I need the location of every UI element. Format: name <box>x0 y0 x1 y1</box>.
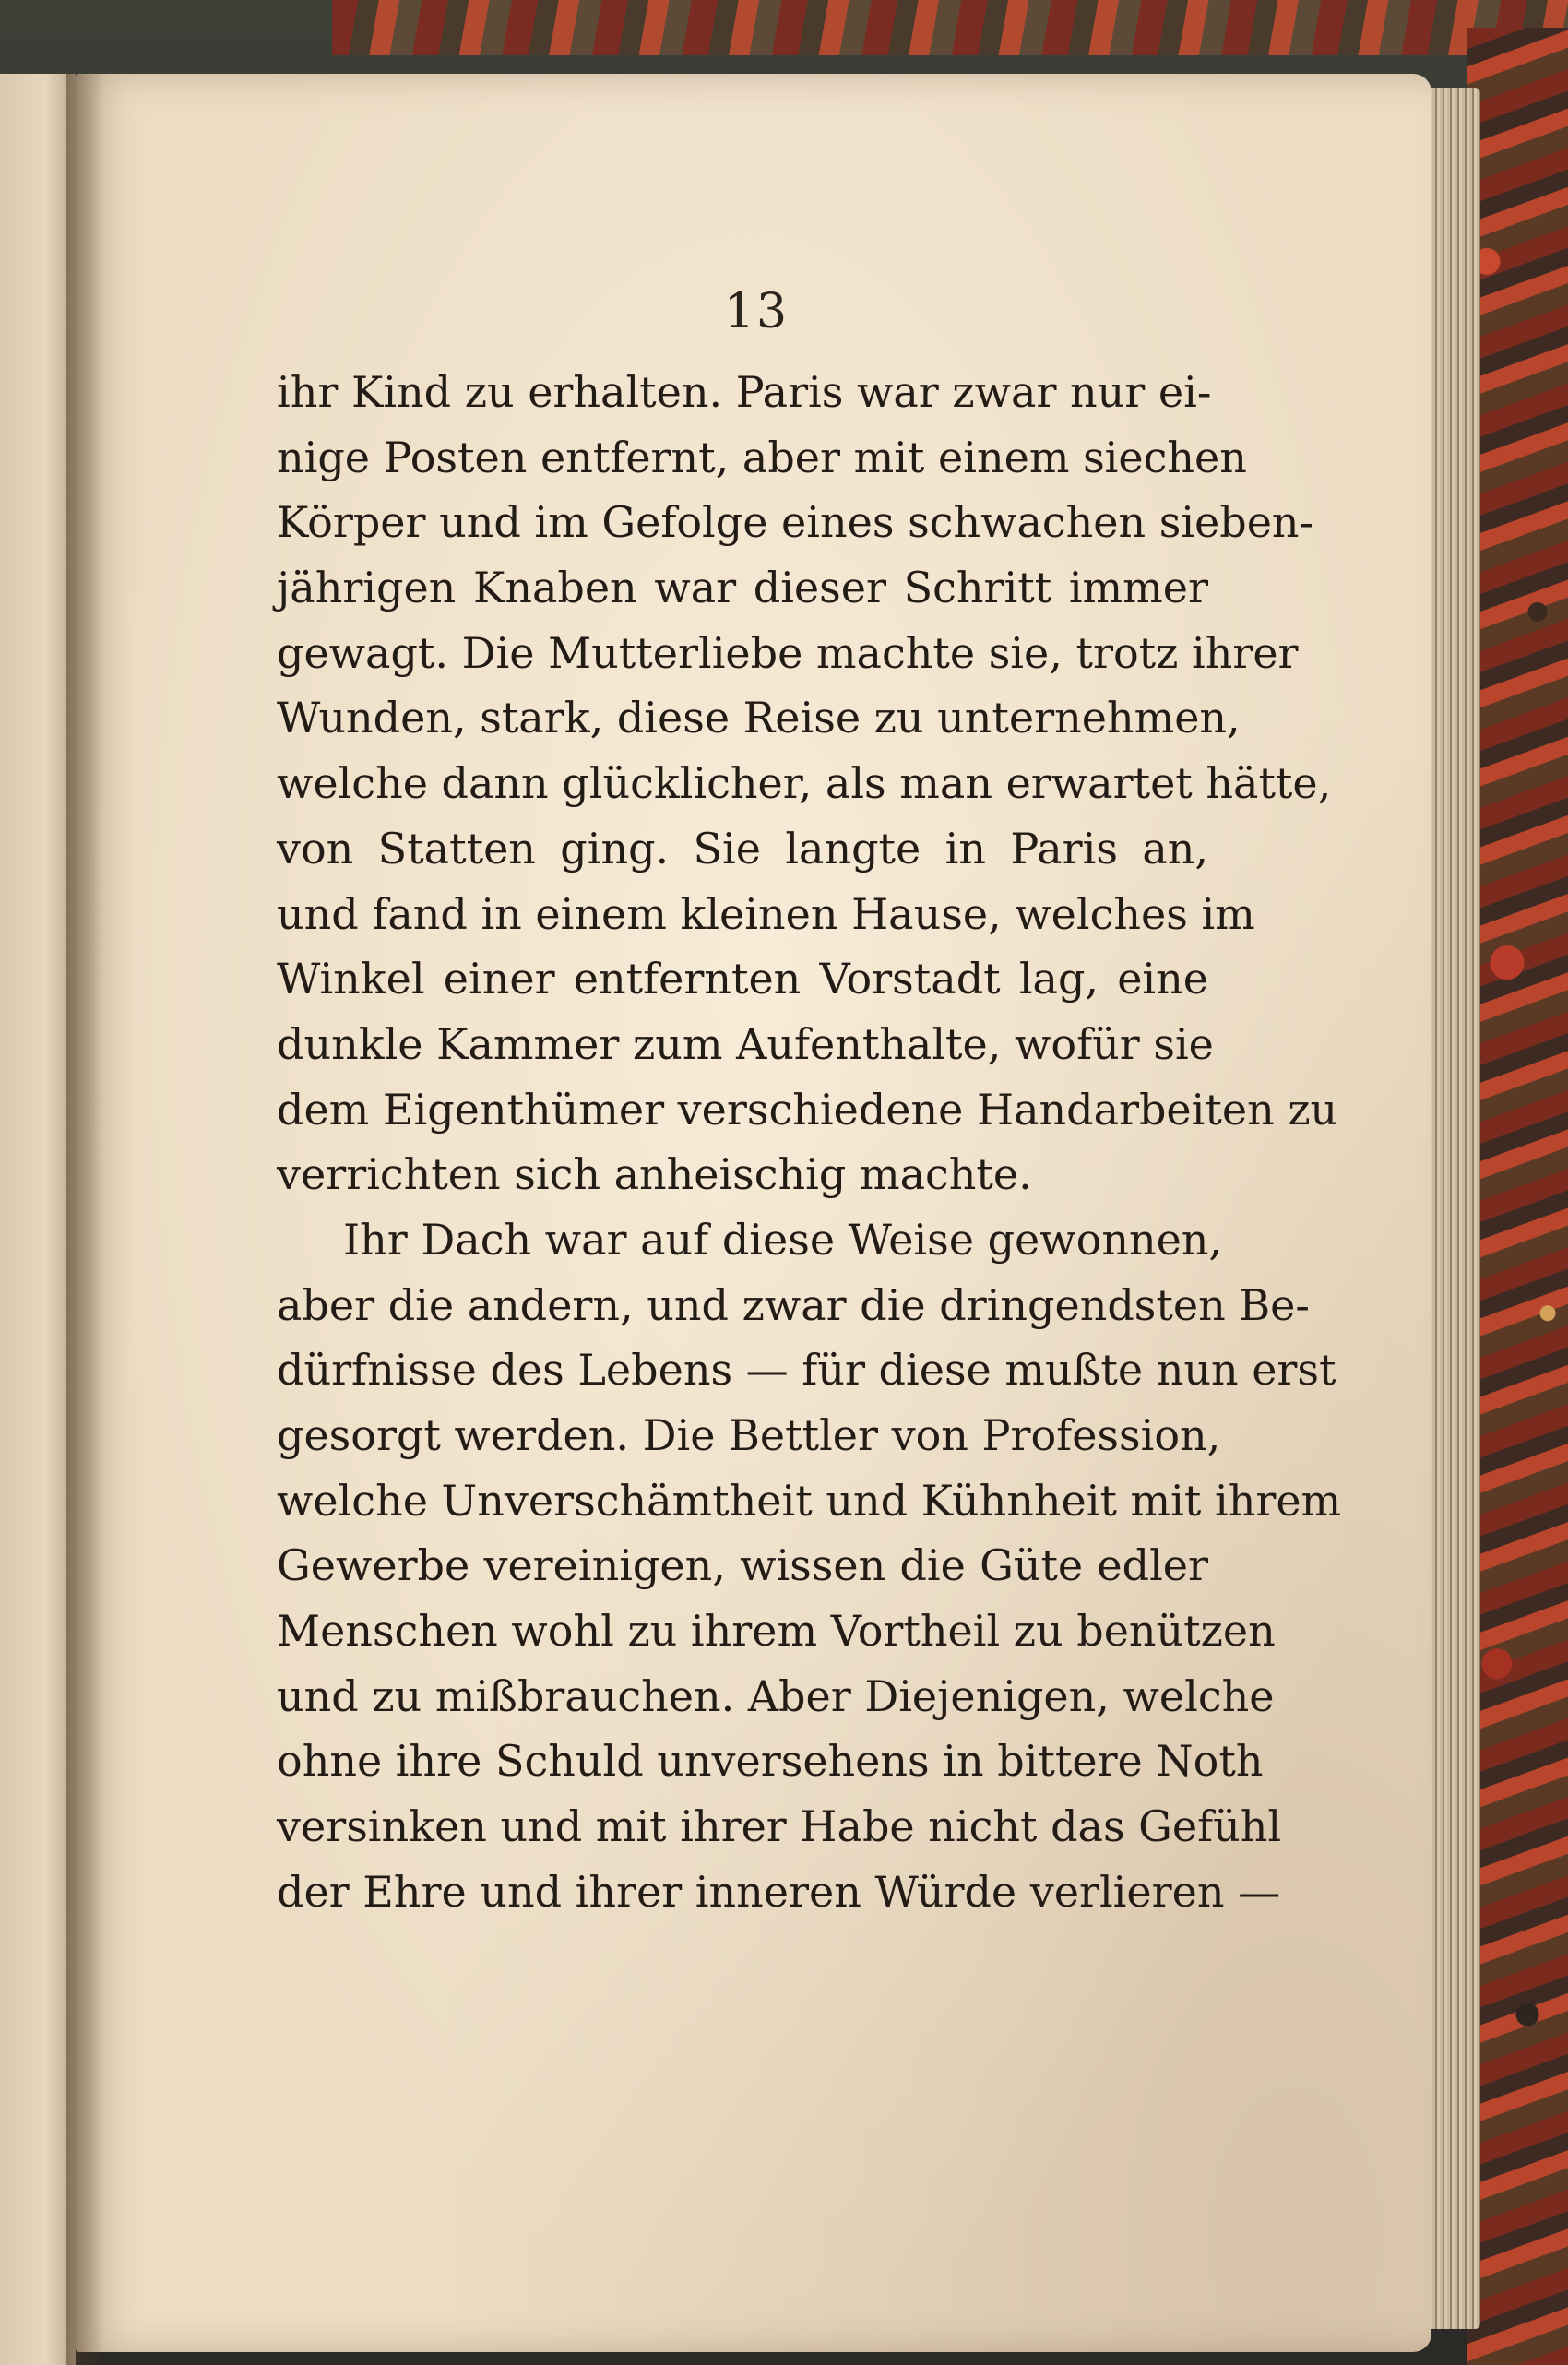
text-line: dem Eigenthümer verschiedene Handarbeiten zu <box>277 1084 1338 1135</box>
text-line: jährigen Knaben war dieser Schritt immer <box>277 563 1208 613</box>
text-line: Ihr Dach war auf diese Weise gewonnen, <box>343 1214 1223 1265</box>
text-line: welche dann glücklicher, als man erwartet hätte, <box>277 758 1332 809</box>
marbled-cover-board <box>1467 28 1568 2365</box>
text-line: gesorgt werden. Die Bettler von Profession, <box>277 1410 1221 1460</box>
text-line: Gewerbe vereinigen, wissen die Güte edler <box>277 1540 1208 1591</box>
text-line: Winkel einer entfernten Vorstadt lag, eine <box>277 954 1208 1004</box>
page-number: 13 <box>723 284 790 339</box>
page-edges <box>1425 88 1480 2329</box>
text-line: ihr Kind zu erhalten. Paris war zwar nur ei- <box>277 367 1212 417</box>
text-line: versinken und mit ihrer Habe nicht das Gefühl <box>277 1801 1282 1852</box>
paragraph-2 <box>277 1207 1342 1925</box>
text-line: Wunden, stark, diese Reise zu unternehmen, <box>277 693 1241 743</box>
text-line: welche Unverschämtheit und Kühnheit mit ihrem <box>277 1475 1342 1526</box>
text-line: und fand in einem kleinen Hause, welches im <box>277 888 1255 939</box>
previous-page-edge <box>0 74 76 2365</box>
text-line: verrichten sich anheischig machte. <box>277 1149 1032 1200</box>
text-line: gewagt. Die Mutterliebe machte sie, trotz ihrer <box>277 627 1299 678</box>
text-line: von Statten ging. Sie langte in Paris an, <box>277 823 1208 874</box>
gutter-shadow <box>66 74 103 2365</box>
text-line: Körper und im Gefolge eines schwachen sieben- <box>277 497 1314 548</box>
text-line: ohne ihre Schuld unversehens in bittere Noth <box>277 1736 1264 1787</box>
body-text <box>277 360 1342 1925</box>
text-line: der Ehre und ihrer inneren Würde verlieren — <box>277 1866 1281 1917</box>
text-line: nige Posten entfernt, aber mit einem siechen <box>277 432 1247 482</box>
paragraph-1 <box>277 360 1338 1207</box>
text-line: und zu mißbrauchen. Aber Diejenigen, welche <box>277 1670 1275 1721</box>
text-line: Menschen wohl zu ihrem Vortheil zu benützen <box>277 1606 1276 1657</box>
text-line: dürfnisse des Lebens — für diese mußte nun erst <box>277 1345 1336 1396</box>
text-line: aber die andern, und zwar die dringendsten Be- <box>277 1279 1310 1330</box>
text-line: dunkle Kammer zum Aufenthalte, wofür sie <box>277 1018 1214 1069</box>
marbled-cover-top <box>332 0 1568 55</box>
